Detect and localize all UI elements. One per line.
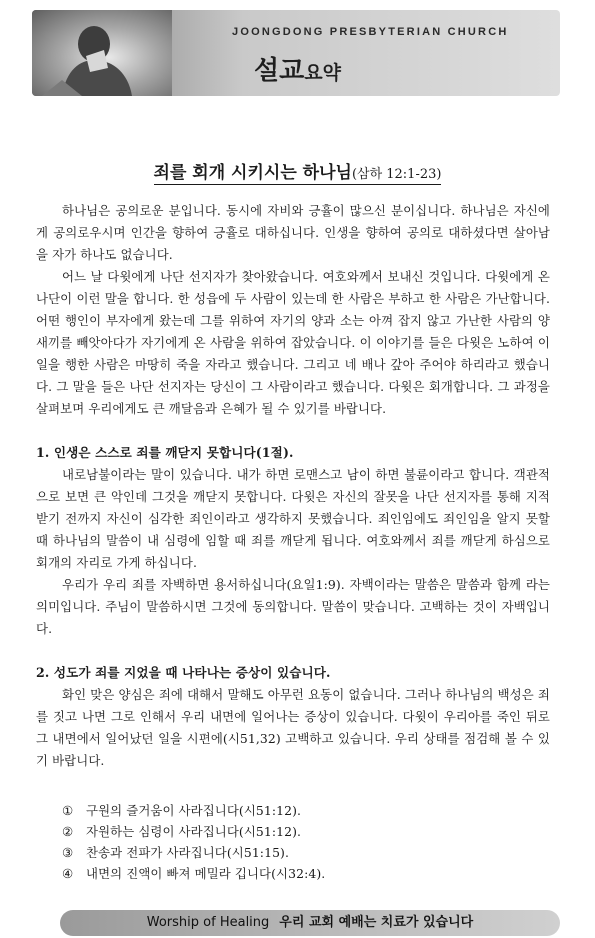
list-number: ①	[62, 803, 74, 818]
header-banner	[32, 10, 560, 96]
list-item	[62, 842, 550, 863]
praying-person-photo	[32, 10, 172, 96]
sermon-title-text	[154, 163, 442, 185]
list-text: 자원하는 심령이 사라집니다(시51:12).	[86, 824, 302, 839]
footer-english: Worship of Healing	[146, 915, 270, 930]
scripture-reference: (삼하 12:1-23)	[351, 167, 442, 182]
list-number: ③	[62, 845, 74, 860]
list-item	[62, 863, 550, 884]
footer-banner	[60, 910, 560, 936]
symptom-list	[36, 800, 550, 884]
section-paragraph: 화인 맞은 양심은 죄에 대해서 말해도 아무런 요동이 없습니다. 그러나 하나님의 백성은 죄를 짓고 나면 그로 인해서 우리 내면에 일어나는 증상이 있습니다. 다윗이 우리아를 죽인 뒤로 그 내면에서 일어났던 일을 시편에(시51,32) 고백하고 있습니다. 우리 상태를 점검해 볼 수 있기 바랍니다.	[36, 687, 550, 768]
sermon-title-main: 죄를 회개 시키시는 하나님	[153, 163, 352, 183]
sermon-title	[0, 158, 595, 183]
list-item	[62, 800, 550, 821]
list-text: 내면의 진액이 빠져 메밀라 깁니다(시32:4).	[86, 866, 326, 881]
section-heading: 2. 성도가 죄를 지었을 때 나타나는 증상이 있습니다.	[36, 665, 331, 680]
list-text: 찬송과 전파가 사라집니다(시51:15).	[86, 845, 290, 860]
section-heading: 1. 인생은 스스로 죄를 깨닫지 못합니다(1절).	[36, 445, 294, 460]
banner-title	[254, 50, 341, 87]
church-name: JOONGDONG PRESBYTERIAN CHURCH	[232, 26, 509, 38]
sermon-body	[36, 200, 550, 884]
list-item	[62, 821, 550, 842]
banner-title-small: 요약	[304, 62, 341, 84]
list-number: ②	[62, 824, 74, 839]
section-paragraph: 우리가 우리 죄를 자백하면 용서하십니다(요일1:9). 자백이라는 말씀은 말씀과 함께 라는 의미입니다. 주님이 말씀하시면 그것에 동의합니다. 말씀이 맞습니다. 고백하는 것이 자백입니다.	[36, 577, 550, 636]
banner-title-big: 설교	[254, 56, 305, 86]
list-text: 구원의 즐거움이 사라집니다(시51:12).	[86, 803, 302, 818]
intro-paragraph: 하나님은 공의로운 분입니다. 동시에 자비와 긍휼이 많으신 분이십니다. 하나님은 자신에게 공의로우시며 인간을 향하여 긍휼로 대하십니다. 인생을 향하여 공의로 대하셨다면 살아남을 자가 하나도 없습니다.	[36, 203, 550, 262]
intro-paragraph: 어느 날 다윗에게 나단 선지자가 찾아왔습니다. 여호와께서 보내신 것입니다. 다윗에게 온 나단이 이런 말을 합니다. 한 성읍에 두 사람이 있는데 한 사람은 부하고 한 사람은 가난합니다. 어떤 행인이 부자에게 왔는데 그를 위하여 자기의 양과 소는 아껴 잡지 않고 가난한 사람의 양 새끼를 빼앗아다가 자기에게 온 사람을 위하여 잡았습니다. 이 이야기를 들은 다윗은 노하여 이 일을 행한 사람은 마땅히 죽을 자라고 했습니다. 그리고 네 배나 갚아 주어야 하리라고 했습니다. 그 말을 들은 나단 선지자는 당신이 그 사람이라고 했습니다. 다윗은 회개합니다. 그 과정을 살펴보며 우리에게도 큰 깨달음과 은혜가 될 수 있기를 바랍니다.	[36, 269, 550, 416]
section-paragraph: 내로남불이라는 말이 있습니다. 내가 하면 로맨스고 남이 하면 불륜이라고 합니다. 객관적으로 보면 큰 악인데 그것을 깨닫지 못합니다. 다윗은 자신의 잘못을 나단 선지자를 통해 지적받기 전까지 자신이 심각한 죄인이라고 생각하지 못했습니다. 죄인임에도 죄인임을 알지 못할 때 하나님의 말씀이 내 심령에 임할 때 죄를 깨닫게 됩니다. 여호와께서 죄를 깨닫게 하심으로 회개의 자리로 가게 하십니다.	[36, 467, 550, 570]
footer-korean: 우리 교회 예배는 치료가 있습니다	[279, 915, 474, 930]
list-number: ④	[62, 866, 74, 881]
